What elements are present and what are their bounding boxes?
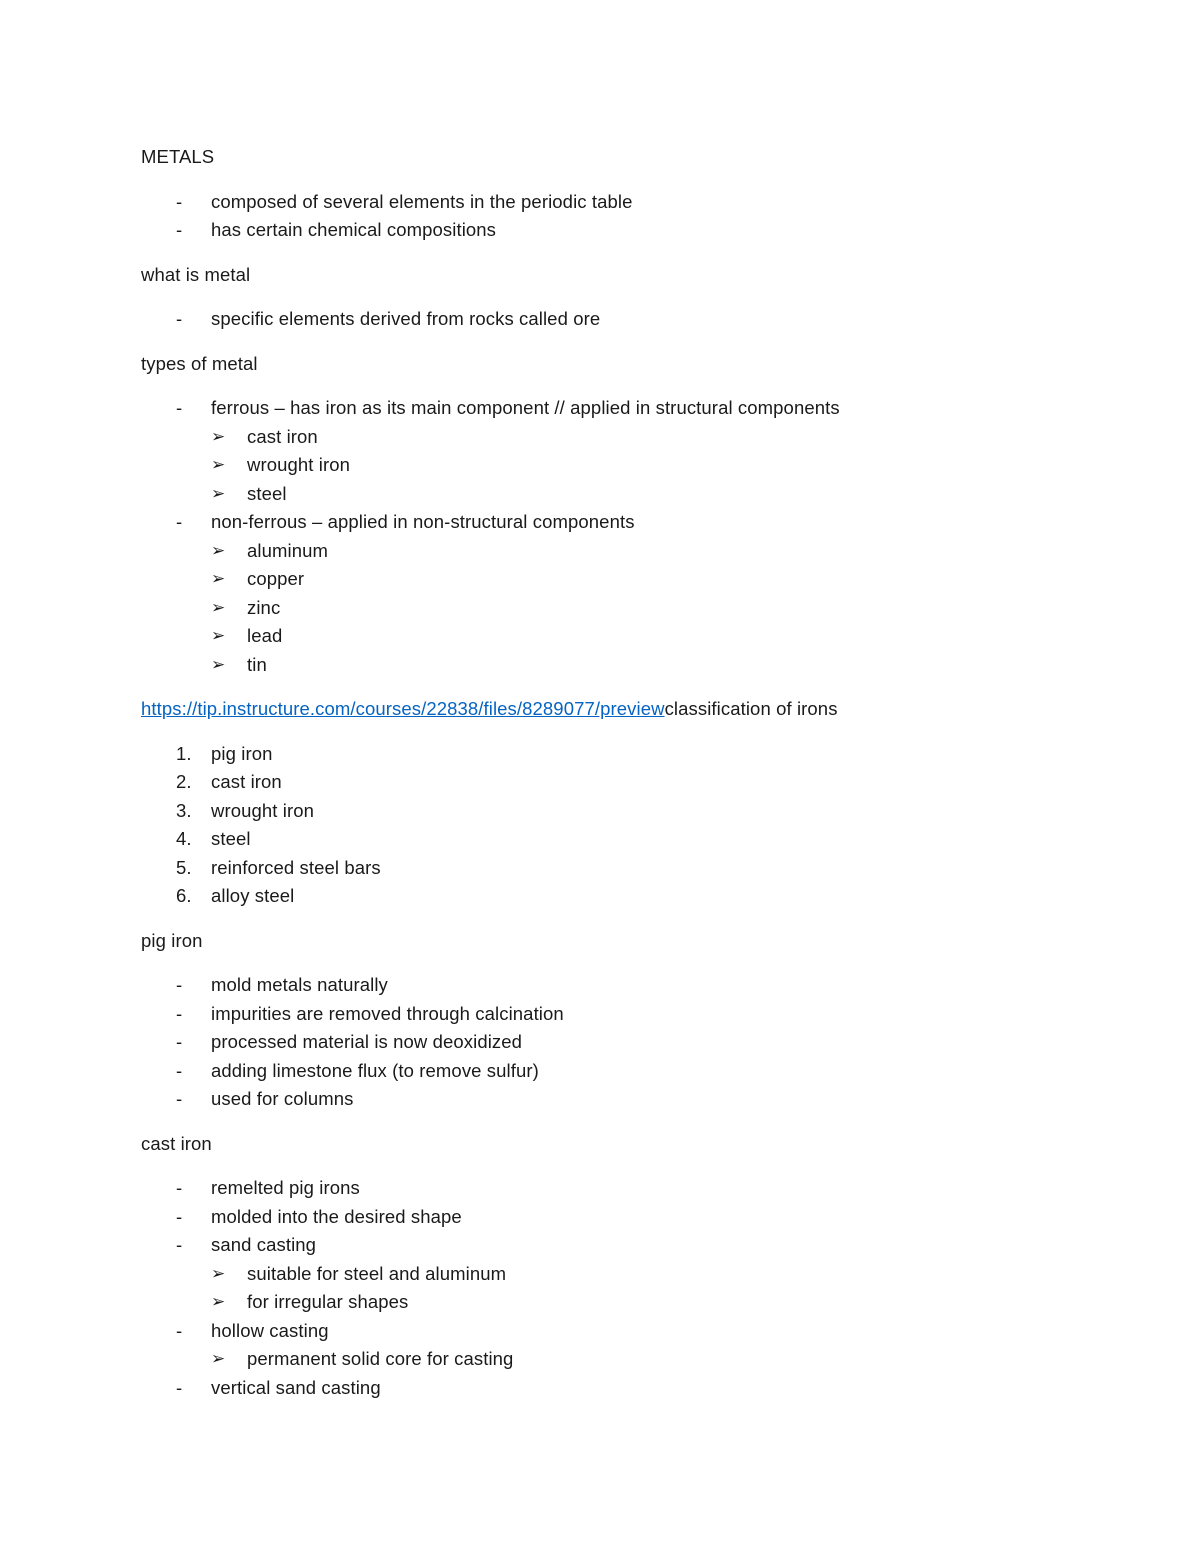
- dash-bullet: -: [176, 974, 183, 995]
- list-item: - adding limestone flux (to remove sulfur): [141, 1057, 1101, 1086]
- dash-bullet: -: [176, 219, 183, 240]
- arrow-bullet-icon: ➢: [211, 1292, 226, 1311]
- arrow-bullet-icon: ➢: [211, 654, 226, 674]
- numbered-item: 1. pig iron: [176, 742, 273, 764]
- list-item: - hollow casting: [141, 1317, 1101, 1346]
- dash-bullet: -: [176, 1376, 183, 1398]
- section-heading-cast-iron: cast iron: [141, 1132, 212, 1154]
- arrow-bullet-icon: ➢: [211, 569, 226, 588]
- list-item: - remelted pig irons: [141, 1174, 1101, 1203]
- dash-bullet: -: [176, 1177, 183, 1198]
- dash-bullet: -: [176, 1088, 183, 1109]
- section-heading-types: types of metal: [141, 352, 258, 374]
- dash-bullet: -: [176, 190, 183, 212]
- list-item: - non-ferrous – applied in non-structural components: [141, 508, 1101, 537]
- arrow-bullet-icon: ➢: [211, 1263, 226, 1283]
- sub-list-item: ➢ for irregular shapes: [141, 1288, 1101, 1317]
- list-item: - molded into the desired shape: [141, 1203, 1101, 1232]
- sub-list-item: ➢ lead: [141, 622, 1101, 651]
- arrow-bullet-icon: ➢: [211, 455, 226, 474]
- dash-bullet: -: [176, 1002, 183, 1024]
- list-item: - sand casting: [141, 1231, 1101, 1260]
- numbered-item: 2. cast iron: [176, 771, 282, 792]
- list-item: - impurities are removed through calcination: [141, 1000, 1101, 1029]
- list-item: - specific elements derived from rocks called ore: [141, 305, 1101, 334]
- sub-list-item: ➢ wrought iron: [141, 451, 1101, 480]
- sub-list-item: ➢ suitable for steel and aluminum: [141, 1260, 1101, 1289]
- arrow-bullet-icon: ➢: [211, 597, 226, 617]
- dash-bullet: -: [176, 1319, 183, 1341]
- list-item: - has certain chemical compositions: [141, 216, 1101, 245]
- dash-bullet: -: [176, 511, 183, 532]
- list-item: - mold metals naturally: [141, 971, 1101, 1000]
- dash-bullet: -: [176, 1234, 183, 1255]
- list-item: - ferrous – has iron as its main component // applied in structural components: [141, 394, 1101, 423]
- list-item: - used for columns: [141, 1085, 1101, 1114]
- sub-list-item: ➢ zinc: [141, 594, 1101, 623]
- list-item: - processed material is now deoxidized: [141, 1028, 1101, 1057]
- sub-list-item: ➢ permanent solid core for casting: [141, 1345, 1101, 1374]
- arrow-bullet-icon: ➢: [211, 1349, 226, 1368]
- dash-bullet: -: [176, 1205, 183, 1227]
- sub-list-item: ➢ tin: [141, 651, 1101, 680]
- sub-list-item: ➢ cast iron: [141, 423, 1101, 452]
- document-page: [141, 143, 1101, 1402]
- list-item: - composed of several elements in the periodic table: [141, 188, 1101, 217]
- section-heading-pig-iron: pig iron: [141, 929, 203, 951]
- sub-list-item: ➢ steel: [141, 480, 1101, 509]
- sub-list-item: ➢ copper: [141, 565, 1101, 594]
- arrow-bullet-icon: ➢: [211, 626, 226, 645]
- dash-bullet: -: [176, 397, 183, 418]
- section-heading-what-is-metal: what is metal: [141, 263, 251, 285]
- numbered-item: 6. alloy steel: [176, 885, 295, 906]
- dash-bullet: -: [176, 1059, 183, 1081]
- arrow-bullet-icon: ➢: [211, 483, 226, 503]
- dash-bullet: -: [176, 308, 183, 329]
- preview-link[interactable]: https://tip.instructure.com/courses/22838/files/8289077/preview: [141, 698, 665, 719]
- arrow-bullet-icon: ➢: [211, 540, 226, 560]
- document-title: METALS: [141, 146, 215, 167]
- sub-list-item: ➢ aluminum: [141, 537, 1101, 566]
- classification-line: [141, 695, 1101, 724]
- list-item: - vertical sand casting: [141, 1374, 1101, 1403]
- classification-heading: classification of irons: [664, 698, 838, 719]
- numbered-item: 4. steel: [176, 828, 251, 849]
- arrow-bullet-icon: ➢: [211, 426, 226, 446]
- numbered-item: 5. reinforced steel bars: [176, 856, 381, 878]
- numbered-item: 3. wrought iron: [176, 799, 315, 821]
- dash-bullet: -: [176, 1031, 183, 1052]
